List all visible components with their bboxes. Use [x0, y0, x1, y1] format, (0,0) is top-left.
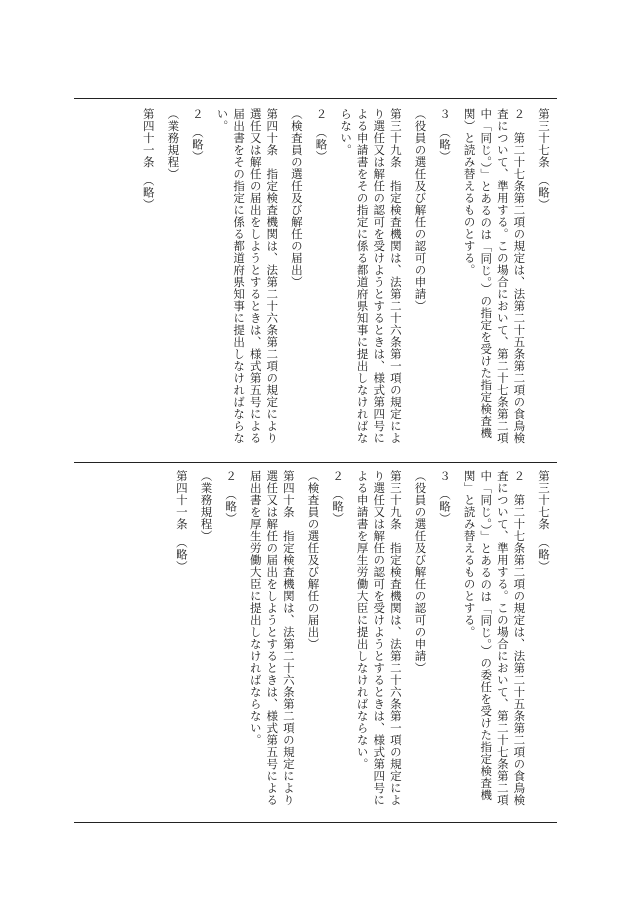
- article-39: 第三十九条 指定検査機関は、法第二十六条第一項の規定により選任又は解任の認可を受けようとするときは、様式第四号による申請書を厚生労働大臣に提出しなければならない。: [355, 470, 403, 806]
- article-41-heading: （業務規程）: [166, 108, 181, 180]
- article-39-paragraph-2: ２ （略）: [314, 108, 329, 163]
- article-40: 第四十条 指定検査機関は、法第二十六条第二項の規定により選任又は解任の届出をしようとするときは、様式第五号による届出書をその指定に係る都道府県知事に提出しなければならない。: [215, 108, 280, 444]
- lower-panel: [80, 470, 552, 814]
- article-41-heading: （業務規程）: [199, 470, 214, 542]
- article-37-paragraph-2: ２ 第二十七条第二項の規定は、法第二十五条第二項の食鳥検査について、準用する。この場合において、第二十七条第二項中「同じ。）」とあるのは「同じ。）の指定を受けた指定検査機関）と読み替えるものとする。: [462, 108, 527, 444]
- article-39: 第三十九条 指定検査機関は、法第二十六条第一項の規定により選任又は解任の認可を受けようとするときは、様式第四号による申請書をその指定に係る都道府県知事に提出しなければならない。: [339, 108, 403, 444]
- article-39-heading: （役員の選任及び解任の認可の申請）: [413, 470, 428, 674]
- article-41: 第四十一条 （略）: [141, 108, 156, 211]
- article-40-heading: （検査員の選任及び解任の届出）: [306, 470, 321, 650]
- article-40-heading: （検査員の選任及び解任の届出）: [289, 108, 304, 288]
- article-40-paragraph-2: ２ （略）: [224, 470, 239, 525]
- article-41: 第四十一条 （略）: [174, 470, 189, 573]
- bottom-rule: [74, 822, 557, 823]
- article-37-paragraph-3: ３ （略）: [438, 108, 453, 163]
- article-37-paragraph-3: ３ （略）: [438, 470, 453, 525]
- article-39-paragraph-2: ２ （略）: [331, 470, 346, 525]
- upper-panel: [80, 108, 552, 454]
- article-37: 第三十七条 （略）: [537, 108, 551, 211]
- article-40: 第四十条 指定検査機関は、法第二十六条第二項の規定により選任又は解任の届出をしようとするときは、様式第五号による届出書を厚生労働大臣に提出しなければならない。: [248, 470, 296, 806]
- article-37-paragraph-2: ２ 第二十七条第二項の規定は、法第二十五条第二項の食鳥検査について、準用する。この場合において、第二十七条第二項中「同じ。）」とあるのは「同じ。）の委任を受けた指定検査機関」と読み替えるものとする。: [462, 470, 527, 806]
- article-40-paragraph-2: ２ （略）: [190, 108, 205, 163]
- top-rule: [74, 98, 557, 99]
- article-39-heading: （役員の選任及び解任の認可の申請）: [413, 108, 428, 312]
- article-37: 第三十七条 （略）: [537, 470, 551, 573]
- middle-rule: [74, 462, 557, 463]
